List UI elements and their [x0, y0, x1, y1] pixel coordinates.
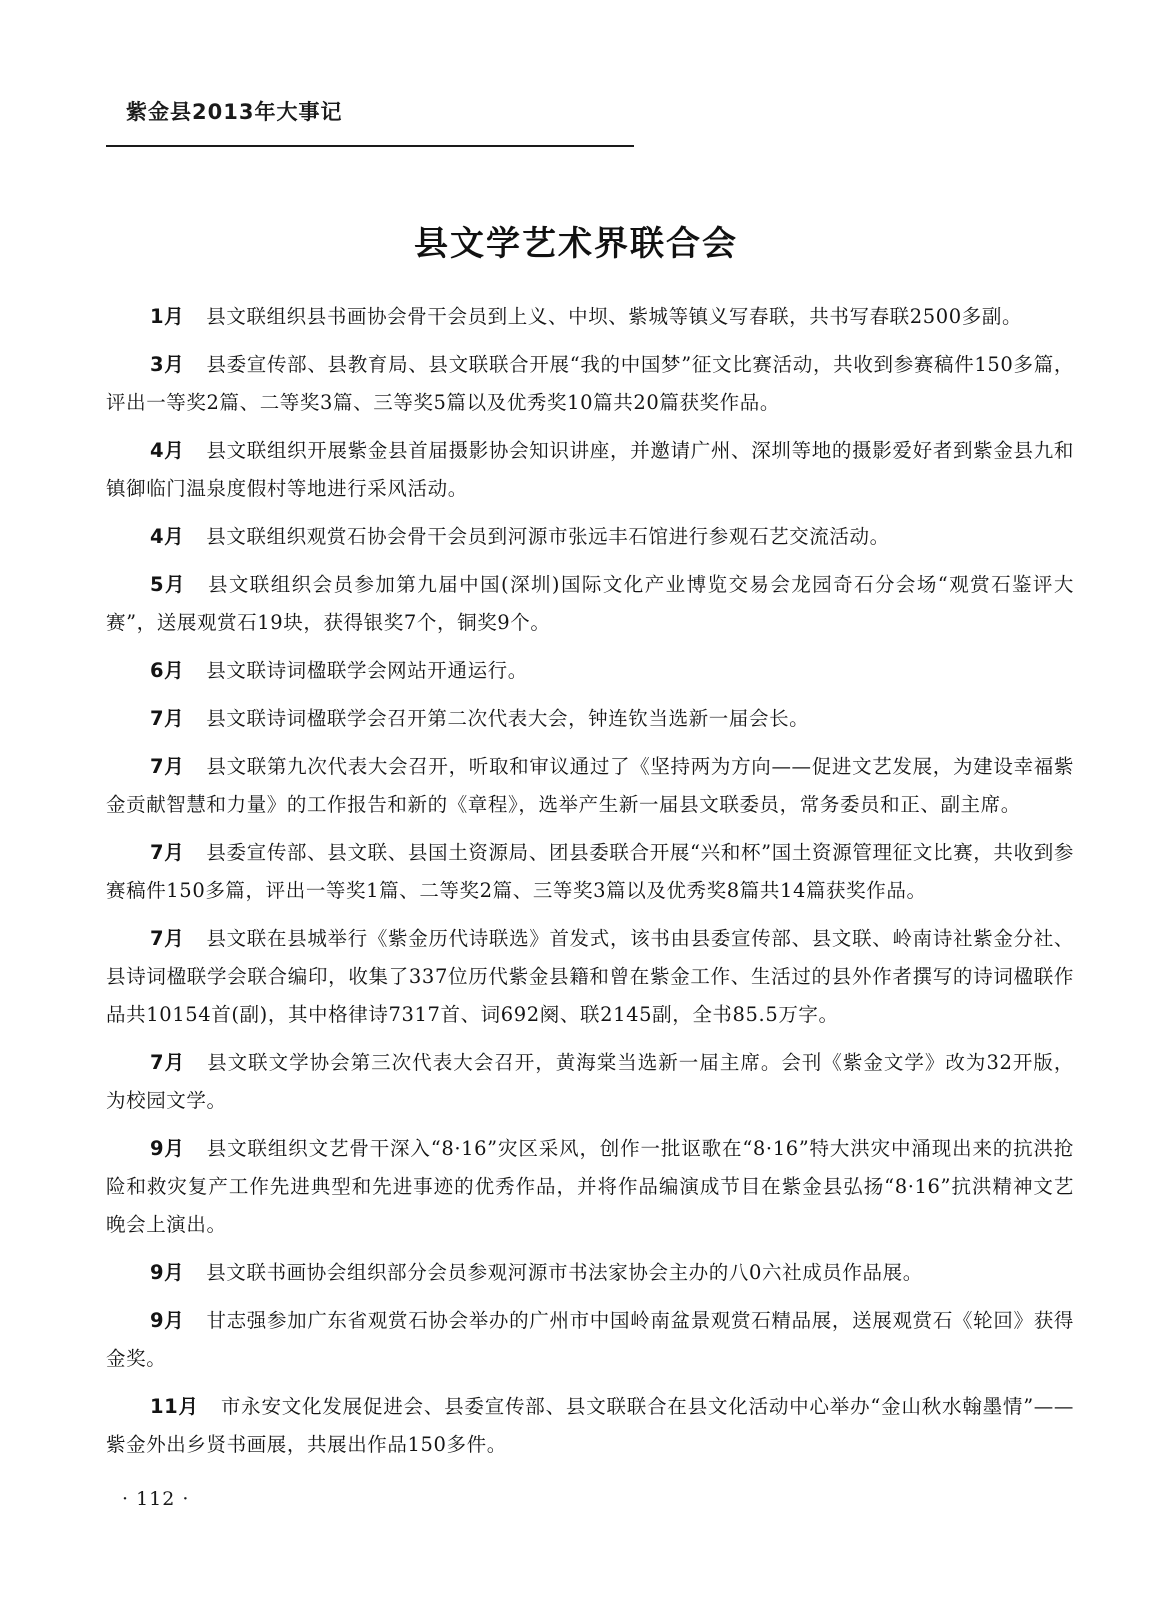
entry	[106, 834, 1074, 910]
entry	[106, 1302, 1074, 1378]
entry-text: 县文联组织会员参加第九届中国(深圳)国际文化产业博览交易会龙园奇石分会场“观赏石鉴评大赛”，送展观赏石19块，获得银奖7个，铜奖9个。	[106, 573, 1074, 634]
entry-month: 9月	[150, 1261, 185, 1284]
entry-month: 3月	[150, 353, 185, 376]
entry	[106, 518, 1074, 556]
entry	[106, 346, 1074, 422]
entry-month: 7月	[150, 707, 185, 730]
running-header: 紫金县2013年大事记	[126, 100, 343, 124]
entry	[106, 920, 1074, 1034]
entry-text: 县委宣传部、县文联、县国土资源局、团县委联合开展“兴和杯”国土资源管理征文比赛，共收到参赛稿件150多篇，评出一等奖1篇、二等奖2篇、三等奖3篇以及优秀奖8篇共14篇获奖作品。	[106, 841, 1074, 902]
entry-text: 县文联诗词楹联学会召开第二次代表大会，钟连钦当选新一届会长。	[206, 707, 810, 730]
entry	[106, 432, 1074, 508]
entry-month: 7月	[150, 755, 185, 778]
entry-month: 4月	[150, 525, 185, 548]
entry-month: 7月	[150, 841, 185, 864]
entry	[106, 748, 1074, 824]
entry-text: 县文联第九次代表大会召开，听取和审议通过了《坚持两为方向——促进文艺发展，为建设幸福紫金贡献智慧和力量》的工作报告和新的《章程》，选举产生新一届县文联委员，常务委员和正、副主席。	[106, 755, 1074, 816]
entry-text: 县委宣传部、县教育局、县文联联合开展“我的中国梦”征文比赛活动，共收到参赛稿件150多篇，评出一等奖2篇、二等奖3篇、三等奖5篇以及优秀奖10篇共20篇获奖作品。	[106, 353, 1074, 414]
entry	[106, 1254, 1074, 1292]
entry	[106, 566, 1074, 642]
entry-text: 县文联文学协会第三次代表大会召开，黄海棠当选新一届主席。会刊《紫金文学》改为32开版，为校园文学。	[106, 1051, 1074, 1112]
entry-text: 县文联诗词楹联学会网站开通运行。	[206, 659, 528, 682]
entry	[106, 298, 1074, 336]
entry-text: 县文联书画协会组织部分会员参观河源市书法家协会主办的八0六社成员作品展。	[206, 1261, 923, 1284]
entry-text: 县文联组织文艺骨干深入“8·16”灾区采风，创作一批讴歌在“8·16”特大洪灾中涌现出来的抗洪抢险和救灾复产工作先进典型和先进事迹的优秀作品，并将作品编演成节目在紫金县弘扬“8·16”抗洪精神文艺晚会上演出。	[106, 1137, 1074, 1236]
entry-text: 县文联组织开展紫金县首届摄影协会知识讲座，并邀请广州、深圳等地的摄影爱好者到紫金县九和镇御临门温泉度假村等地进行采风活动。	[106, 439, 1074, 500]
section-title: 县文学艺术界联合会	[414, 224, 738, 264]
entry	[106, 1044, 1074, 1120]
entry-text: 县文联组织观赏石协会骨干会员到河源市张远丰石馆进行参观石艺交流活动。	[206, 525, 890, 548]
entry	[106, 1388, 1074, 1464]
page-number: · 112 ·	[122, 1488, 190, 1510]
entry-month: 9月	[150, 1309, 185, 1332]
entry	[106, 1130, 1074, 1244]
entry-list	[106, 298, 1074, 1474]
entry-month: 6月	[150, 659, 185, 682]
entry-month: 7月	[150, 1051, 186, 1074]
entry	[106, 700, 1074, 738]
entry-text: 甘志强参加广东省观赏石协会举办的广州市中国岭南盆景观赏石精品展，送展观赏石《轮回》获得金奖。	[106, 1309, 1074, 1370]
entry-month: 7月	[150, 927, 185, 950]
entry-text: 县文联在县城举行《紫金历代诗联选》首发式，该书由县委宣传部、县文联、岭南诗社紫金分社、县诗词楹联学会联合编印，收集了337位历代紫金县籍和曾在紫金工作、生活过的县外作者撰写的诗词楹联作品共10154首(副)，其中格律诗7317首、词692阕、联2145副，全书85.5万字。	[106, 927, 1074, 1026]
entry-text: 县文联组织县书画协会骨干会员到上义、中坝、紫城等镇义写春联，共书写春联2500多副。	[206, 305, 1023, 328]
entry-month: 5月	[150, 573, 186, 596]
entry-month: 11月	[150, 1395, 199, 1418]
entry	[106, 652, 1074, 690]
entry-month: 1月	[150, 305, 185, 328]
entry-month: 9月	[150, 1137, 185, 1160]
entry-text: 市永安文化发展促进会、县委宣传部、县文联联合在县文化活动中心举办“金山秋水翰墨情”——紫金外出乡贤书画展，共展出作品150多件。	[106, 1395, 1074, 1456]
header-rule	[106, 145, 634, 147]
entry-month: 4月	[150, 439, 185, 462]
